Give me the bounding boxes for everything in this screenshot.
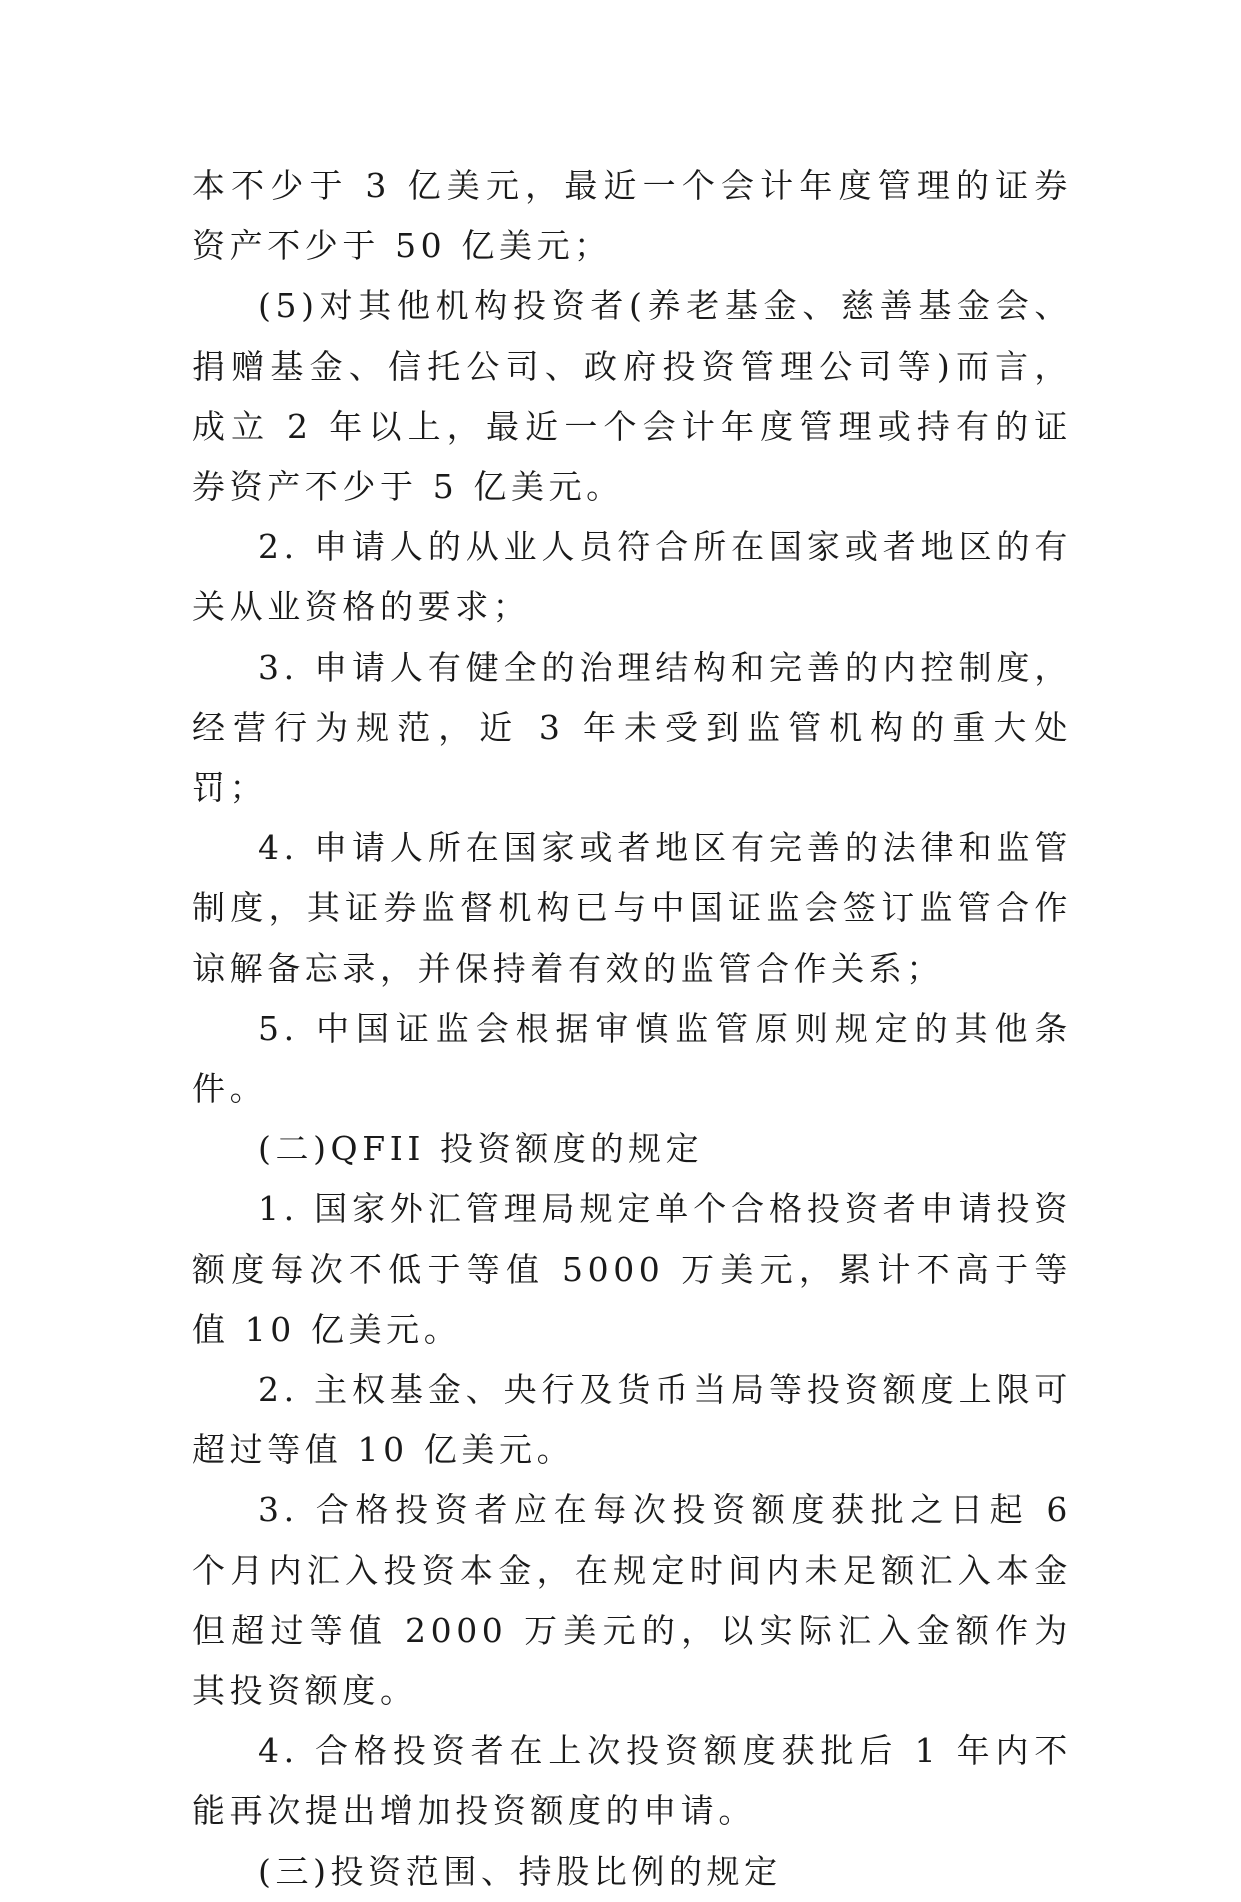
paragraph-quota-limit: 1. 国家外汇管理局规定单个合格投资者申请投资额度每次不低于等值 5000 万美元，累计不高于等值 10 亿美元。 — [192, 1189, 1072, 1349]
paragraph-asset-requirement-continued: 本不少于 3 亿美元，最近一个会计年度管理的证券资产不少于 50 亿美元； — [192, 166, 1072, 266]
document-body — [192, 156, 1072, 1902]
paragraph-other-institutional-investors: (5)对其他机构投资者(养老基金、慈善基金会、捐赠基金、信托公司、政府投资管理公司等)而言，成立 2 年以上，最近一个会计年度管理或持有的证券资产不少于 5 亿美元。 — [192, 286, 1072, 507]
paragraph-sovereign-fund-quota: 2. 主权基金、央行及货币当局等投资额度上限可超过等值 10 亿美元。 — [192, 1370, 1072, 1470]
paragraph-staff-qualification: 2. 申请人的从业人员符合所在国家或者地区的有关从业资格的要求； — [192, 527, 1072, 627]
paragraph-regulatory-system: 4. 申请人所在国家或者地区有完善的法律和监管制度，其证券监督机构已与中国证监会签订监管合作谅解备忘录，并保持着有效的监管合作关系； — [192, 828, 1072, 988]
paragraph-principal-remittance: 3. 合格投资者应在每次投资额度获批之日起 6 个月内汇入投资本金，在规定时间内未足额汇入本金但超过等值 2000 万美元的，以实际汇入金额作为其投资额度。 — [192, 1490, 1072, 1711]
section-heading-quota: (二)QFII 投资额度的规定 — [258, 1129, 704, 1169]
paragraph-reapplication-limit: 4. 合格投资者在上次投资额度获批后 1 年内不能再次提出增加投资额度的申请。 — [192, 1731, 1072, 1831]
paragraph-other-conditions: 5. 中国证监会根据审慎监管原则规定的其他条件。 — [192, 1008, 1072, 1109]
paragraph-governance-structure: 3. 申请人有健全的治理结构和完善的内控制度，经营行为规范，近 3 年未受到监管机构的重大处罚； — [192, 647, 1072, 808]
section-heading-investment-scope: (三)投资范围、持股比例的规定 — [258, 1851, 782, 1891]
